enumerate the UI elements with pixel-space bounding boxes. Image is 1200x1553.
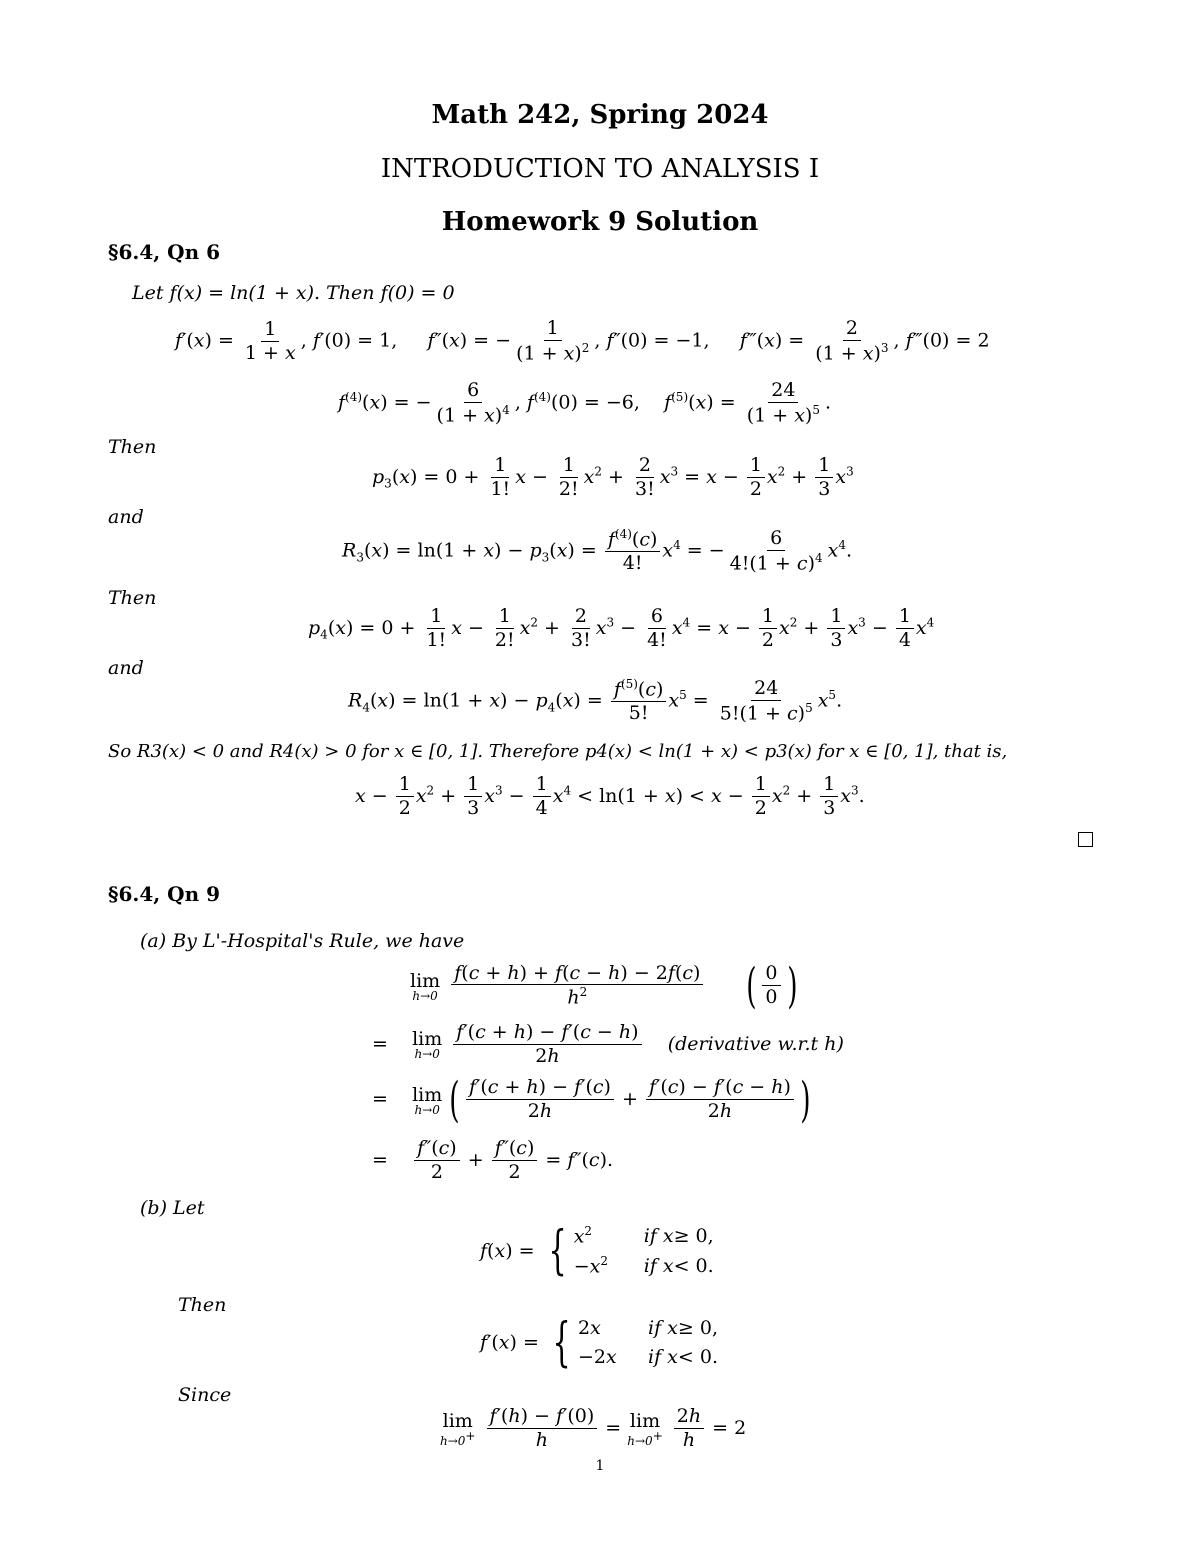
q6-and-1: and — [108, 506, 144, 528]
limit-line-1: lim h→0 $\frac{f(c + h) + f(c - h) - 2f(c)}{h^2}$ ( $\frac{0}{0}$ ) — [410, 958, 798, 1014]
q9-part-a: (a) By L'-Hospital's Rule, we have — [140, 930, 465, 952]
limit-line-2: = lim h→0 $\frac{f'(c + h) - f'(c - h)}{2h}$ (derivative w.r.t h) — [372, 1021, 844, 1067]
derivative-note: (derivative w.r.t h) — [667, 1032, 844, 1055]
qed-square — [1078, 832, 1093, 847]
q6-then-2: Then — [108, 587, 157, 609]
q6-heading: §6.4, Qn 6 — [108, 240, 221, 264]
r4-equation: $R_4(x) = \ln(1 + x) - p_4(x)$ = $\frac{f^{(5)}(c)}{5!}$ $x^5$ = $\frac{24}{5!(1 + c)^5}$ $x^5$. — [348, 677, 843, 725]
q9-heading: §6.4, Qn 9 — [108, 882, 221, 906]
limit-line-3: = lim h→0 ( $\frac{f'(c + h) - f'(c)}{2h}$ + $\frac{f'(c) - f'(c - h)}{2h}$ ) — [372, 1072, 811, 1128]
q6-and-2: and — [108, 657, 144, 679]
q6-intro: Let f(x) = ln(1 + x). Then f(0) = 0 — [132, 282, 455, 304]
derivatives-line-1: f′(x) = $\frac{1}{1 + x}$ , f′(0) = 1, f″(x) = − $\frac{1}{(1 + x)^2}$ , f″(0) = −1, f‴(x) = $\frac{2}{(1 + x)^3}$ , f‴(0) = 2 — [175, 317, 990, 365]
q6-conclusion: So R3(x) < 0 and R4(x) > 0 for x ∈ [0, 1]. Therefore p4(x) < ln(1 + x) < p3(x) for x ∈ [0, 1], that is, — [108, 741, 1008, 762]
assignment-title: Homework 9 Solution — [441, 207, 759, 237]
q6-then-1: Then — [108, 436, 157, 458]
derivatives-line-2: $f^{(4)}(x)$ = − $\frac{6}{(1 + x)^4}$ , $f^{(4)}(0) = -6$, $f^{(5)}(x)$ = $\frac{24}{(1 + x)^5}$ . — [338, 379, 832, 427]
r3-equation: $R_3(x) = \ln(1 + x) - p_3(x)$ = $\frac{f^{(4)}(c)}{4!}$ $x^4$ = − $\frac{6}{4!(1 + c)^4}$ $x^4$. — [342, 527, 853, 575]
right-limit-equation: lim h→0+ $\frac{f'(h) - f'(0)}{h}$ = lim h→0+ $\frac{2h}{h}$ = 2 — [440, 1405, 747, 1451]
piecewise-f-prime: f′(x) = { 2x if x ≥ 0, −2x if x < 0. — [480, 1312, 718, 1373]
q9-since: Since — [178, 1384, 232, 1406]
limit-line-4: = $\frac{f''(c)}{2}$ + $\frac{f''(c)}{2}$ = f″(c). — [372, 1137, 614, 1183]
subject-title: INTRODUCTION TO ANALYSIS I — [380, 154, 820, 184]
final-inequality: x − $\frac{1}{2}$ $x^2$ + $\frac{1}{3}$ $x^3$ − $\frac{1}{4}$ $x^4 < \ln(1 + x) < x$ − $\frac{1}{2}$ $x^2$ + $\frac{1}{3}$ $x^3$. — [355, 773, 865, 819]
piecewise-f: f(x) = { $x^2$ if x ≥ 0, $-x^2$ if x < 0. — [480, 1220, 714, 1281]
page-number: 1 — [595, 1458, 605, 1474]
q9-then: Then — [178, 1294, 227, 1316]
p3-equation: $p_3(x) = 0$ + $\frac{1}{1!}$ x − $\frac{1}{2!}$ $x^2$ + $\frac{2}{3!}$ $x^3 = x$ − $\frac{1}{2}$ $x^2$ + $\frac{1}{3}$ $x^3$ — [372, 454, 854, 500]
q9-part-b: (b) Let — [140, 1197, 205, 1219]
p4-equation: $p_4(x) = 0$ + $\frac{1}{1!}$ x − $\frac{1}{2!}$ $x^2$ + $\frac{2}{3!}$ $x^3$ − $\frac{6}{4!}$ $x^4 = x$ − $\frac{1}{2}$ $x^2$ + $\frac{1}{3}$ $x^3$ − $\frac{1}{4}$ $x^4$ — [308, 605, 935, 651]
course-title: Math 242, Spring 2024 — [431, 100, 769, 130]
